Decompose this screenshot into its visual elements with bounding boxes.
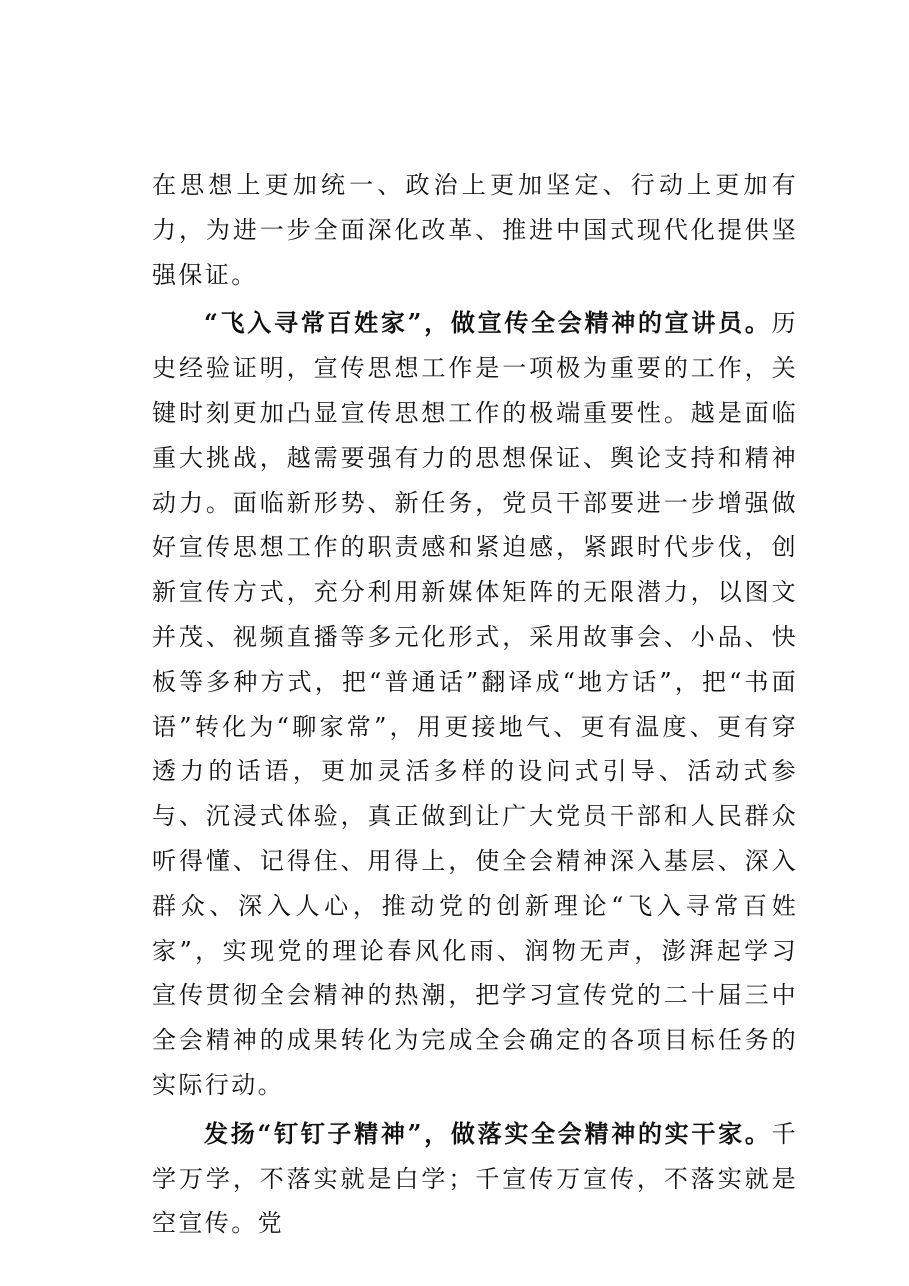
paragraph-body-text: 千学万学，不落实就是白学；千宣传万宣传，不落实就是空宣传。党 xyxy=(152,1119,798,1238)
paragraph-propaganda xyxy=(152,301,798,1107)
document-page xyxy=(152,163,798,1246)
paragraph-implementation xyxy=(152,1112,798,1246)
paragraph-heading: 发扬“钉钉子精神”，做落实全会精神的实干家。 xyxy=(204,1118,772,1148)
paragraph-body-text: 历史经验证明，宣传思想工作是一项极为重要的工作，关键时刻更加凸显宣传思想工作的极端重要性。越是面临重大挑战，越需要强有力的思想保证、舆论支持和精神动力。面临新形势、新任务，党员干部要进一步增强做好宣传思想工作的职责感和紧迫感，紧跟时代步伐，创新宣传方式，充分利用新媒体矩阵的无限潜力，以图文并茂、视频直播等多元化形式，采用故事会、小品、快板等多种方式，把“普通话”翻译成“地方话”，把“书面语”转化为“聊家常”，用更接地气、更有温度、更有穿透力的话语，更加灵活多样的设问式引导、活动式参与、沉浸式体验，真正做到让广大党员干部和人民群众听得懂、记得住、用得上，使全会精神深入基层、深入群众、深入人心，推动党的创新理论“飞入寻常百姓家”，实现党的理论春风化雨、润物无声，澎湃起学习宣传贯彻全会精神的热潮，把学习宣传党的二十届三中全会精神的成果转化为完成全会确定的各项目标任务的实际行动。 xyxy=(152,309,798,1099)
paragraph-continuation xyxy=(152,163,798,297)
paragraph-body-text: 在思想上更加统一、政治上更加坚定、行动上更加有力，为进一步全面深化改革、推进中国式现代化提供坚强保证。 xyxy=(152,171,798,289)
paragraph-heading: “飞入寻常百姓家”，做宣传全会精神的宣讲员。 xyxy=(204,308,772,338)
